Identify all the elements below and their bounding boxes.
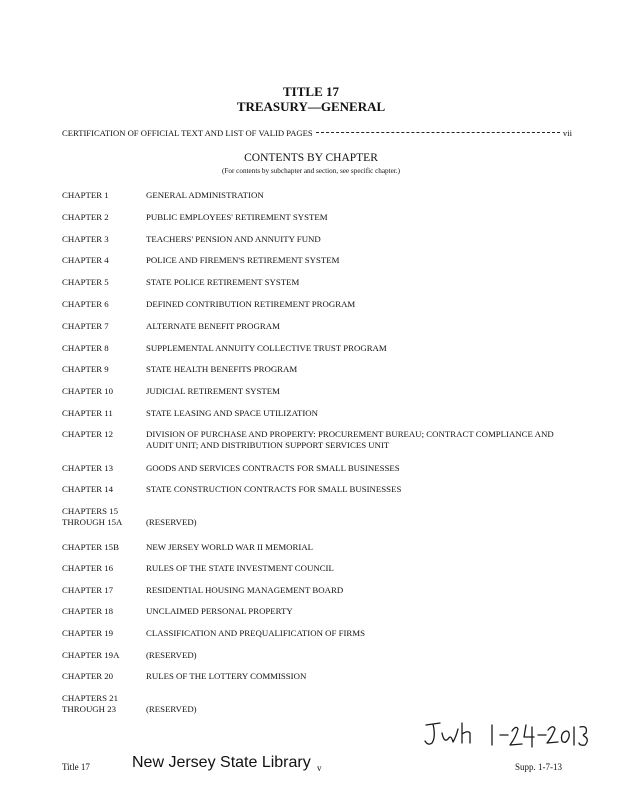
chapter-number: CHAPTERS 21 THROUGH 23 bbox=[62, 693, 118, 714]
chapter-name: RULES OF THE LOTTERY COMMISSION bbox=[146, 671, 307, 681]
contents-note: (For contents by subchapter and section, see specific chapter.) bbox=[221, 167, 401, 175]
dot-leader bbox=[316, 132, 560, 133]
chapter-name: (RESERVED) bbox=[146, 704, 197, 714]
chapter-name: GENERAL ADMINISTRATION bbox=[146, 190, 264, 200]
certification-label: CERTIFICATION OF OFFICIAL TEXT AND LIST OF VALID PAGES bbox=[62, 128, 313, 138]
chapter-name: (RESERVED) bbox=[146, 517, 197, 527]
chapter-number: CHAPTER 9 bbox=[62, 364, 109, 374]
chapter-number: CHAPTER 15B bbox=[62, 542, 119, 552]
chapter-number: CHAPTER 14 bbox=[62, 484, 114, 494]
document-subtitle: TREASURY—GENERAL bbox=[236, 99, 386, 114]
chapter-number: CHAPTER 8 bbox=[62, 343, 109, 353]
chapter-number: CHAPTER 2 bbox=[62, 212, 109, 222]
chapter-name: POLICE AND FIREMEN'S RETIREMENT SYSTEM bbox=[146, 255, 340, 265]
chapter-name: RULES OF THE STATE INVESTMENT COUNCIL bbox=[146, 563, 334, 573]
chapter-name: NEW JERSEY WORLD WAR II MEMORIAL bbox=[146, 542, 314, 552]
chapter-name: DIVISION OF PURCHASE AND PROPERTY: PROCUREMENT BUREAU; CONTRACT COMPLIANCE AND AUDIT UNIT; AND DISTRIBUTION SUPPORT SERVICES UNIT bbox=[146, 429, 554, 450]
page-number: v bbox=[317, 763, 322, 773]
chapter-name: ALTERNATE BENEFIT PROGRAM bbox=[146, 321, 280, 331]
chapter-name: CLASSIFICATION AND PREQUALIFICATION OF FIRMS bbox=[146, 628, 365, 638]
chapter-name: GOODS AND SERVICES CONTRACTS FOR SMALL BUSINESSES bbox=[146, 463, 400, 473]
chapter-name: STATE CONSTRUCTION CONTRACTS FOR SMALL BUSINESSES bbox=[146, 484, 402, 494]
chapter-number: CHAPTER 20 bbox=[62, 671, 114, 681]
chapter-number: CHAPTERS 15 THROUGH 15A bbox=[62, 506, 123, 527]
chapter-name: UNCLAIMED PERSONAL PROPERTY bbox=[146, 606, 293, 616]
chapter-number: CHAPTER 19 bbox=[62, 628, 114, 638]
chapter-name: RESIDENTIAL HOUSING MANAGEMENT BOARD bbox=[146, 585, 344, 595]
chapter-number: CHAPTER 1 bbox=[62, 190, 109, 200]
chapter-number: CHAPTER 4 bbox=[62, 255, 109, 265]
contents-heading: CONTENTS BY CHAPTER bbox=[244, 152, 378, 164]
chapter-name: STATE HEALTH BENEFITS PROGRAM bbox=[146, 364, 298, 374]
footer-title: Title 17 bbox=[62, 762, 90, 772]
chapter-name: (RESERVED) bbox=[146, 650, 197, 660]
chapter-number: CHAPTER 6 bbox=[62, 299, 109, 309]
certification-page: vii bbox=[562, 128, 572, 138]
library-stamp: New Jersey State Library bbox=[132, 754, 311, 771]
supplement-date: Supp. 1-7-13 bbox=[515, 762, 562, 772]
chapter-name: JUDICIAL RETIREMENT SYSTEM bbox=[146, 386, 280, 396]
chapter-number: CHAPTER 19A bbox=[62, 650, 120, 660]
chapter-number: CHAPTER 17 bbox=[62, 585, 114, 595]
chapter-number: CHAPTER 16 bbox=[62, 563, 114, 573]
chapter-name: DEFINED CONTRIBUTION RETIREMENT PROGRAM bbox=[146, 299, 356, 309]
chapter-number: CHAPTER 3 bbox=[62, 234, 109, 244]
chapter-name: TEACHERS' PENSION AND ANNUITY FUND bbox=[146, 234, 321, 244]
chapter-number: CHAPTER 12 bbox=[62, 429, 114, 439]
chapter-name: STATE LEASING AND SPACE UTILIZATION bbox=[146, 408, 318, 418]
handwritten-signature bbox=[420, 715, 600, 760]
chapter-name: SUPPLEMENTAL ANNUITY COLLECTIVE TRUST PROGRAM bbox=[146, 343, 387, 353]
chapter-number: CHAPTER 11 bbox=[62, 408, 113, 418]
chapter-number: CHAPTER 18 bbox=[62, 606, 114, 616]
chapter-number: CHAPTER 7 bbox=[62, 321, 109, 331]
chapter-number: CHAPTER 13 bbox=[62, 463, 114, 473]
chapter-number: CHAPTER 5 bbox=[62, 277, 109, 287]
chapter-name: STATE POLICE RETIREMENT SYSTEM bbox=[146, 277, 300, 287]
chapter-name: PUBLIC EMPLOYEES' RETIREMENT SYSTEM bbox=[146, 212, 328, 222]
chapter-number: CHAPTER 10 bbox=[62, 386, 114, 396]
document-title: TITLE 17 bbox=[283, 84, 339, 99]
certification-line bbox=[62, 128, 572, 138]
